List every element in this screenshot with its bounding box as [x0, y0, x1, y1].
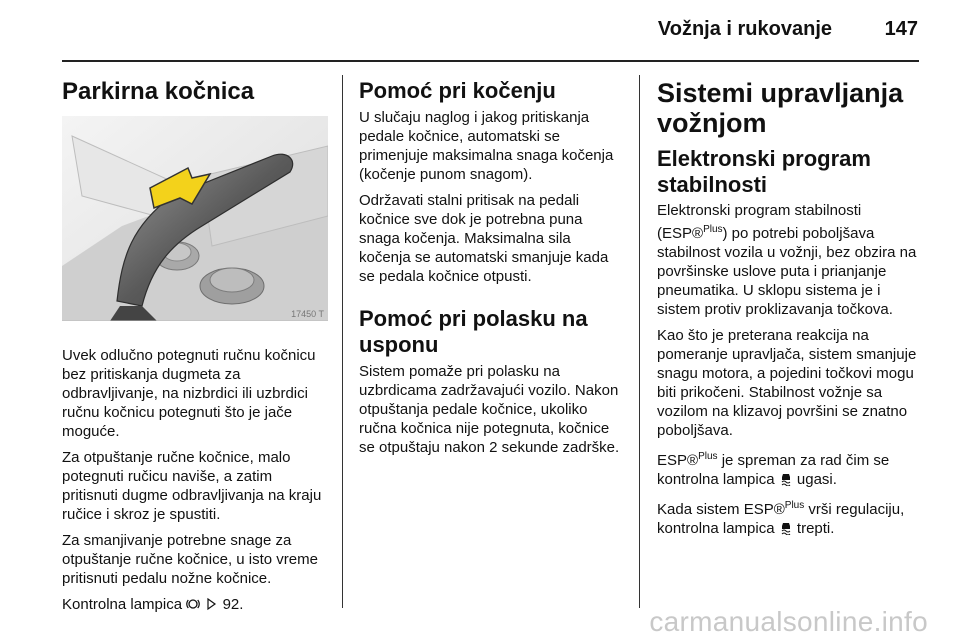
esp-warning-icon — [779, 472, 793, 486]
section-title: Vožnja i rukovanje — [657, 18, 832, 40]
text-segment: trepti. — [792, 520, 835, 537]
plus-superscript: Plus — [703, 224, 723, 235]
page-number: 147 — [884, 18, 918, 40]
figure-code: 17450 T — [291, 309, 324, 319]
parking-brake-illustration — [62, 116, 328, 321]
text-segment: ) po potrebi poboljšava stabilnost vozila u vožnji, bez obzira na površinske uslove puta i prianjanje pneumatika. U sklopu sistema je i sistem protiv proklizavanja točkova. — [657, 225, 917, 318]
paragraph: Održavati stalni pritisak na pedali kočnice sve dok je potrebna puna snaga kočenja. Maksimalna sila kočenja se automatski smanjuje kada se pedala kočnice otpusti. — [359, 192, 609, 285]
header-rule — [62, 60, 919, 62]
paragraph: Za otpuštanje ručne kočnice, malo potegnuti ručicu naviše, a zatim pritisnuti dugme odbravljivanja na kraju ručice i skroz je spustiti. — [62, 449, 322, 523]
column-parking-brake — [62, 78, 328, 621]
paragraph-esp-regulating — [657, 496, 923, 538]
text-segment: je spreman za rad čim se kontrolna lampica — [657, 452, 890, 488]
text-segment: vrši regulaciju, kontrolna lampica — [657, 501, 905, 537]
lamp-text: Kontrolna lampica — [62, 596, 183, 613]
brake-warning-icon — [186, 597, 200, 611]
text-segment: ugasi. — [792, 471, 837, 488]
plus-superscript: Plus — [698, 451, 718, 462]
paragraph: U slučaju naglog i jakog pritiskanja pedale kočnice, automatski se primenjuje maksimalna snaga kočenja (kočenje punom snagom). — [359, 109, 614, 183]
text-segment: Kada sistem ESP® — [657, 501, 785, 518]
page-reference[interactable]: 92. — [222, 596, 244, 613]
paragraph-lamp — [62, 595, 328, 614]
plus-superscript: Plus — [784, 500, 805, 511]
paragraph: Uvek odlučno potegnuti ručnu kočnicu bez pritiskanja dugmeta za odbravljivanje, na nizbrdici ili uzbrdici ručnu kočnicu potegnuti što je jače moguće. — [62, 347, 316, 440]
paragraph-esp-intro — [657, 201, 923, 319]
heading-esp: Elektronski program stabilnosti — [657, 146, 871, 197]
heading-brake-assist: Pomoć pri kočenju — [359, 78, 556, 103]
column-divider-1 — [342, 75, 343, 608]
esp-warning-icon — [779, 521, 793, 535]
column-divider-2 — [639, 75, 640, 608]
text-segment: ESP® — [657, 452, 699, 469]
paragraph: Za smanjivanje potrebne snage za otpuštanje ručne kočnice, u isto vreme pritisnuti pedalu nožne kočnice. — [62, 532, 318, 587]
heading-drive-control-systems: Sistemi upravljanja vožnjom — [657, 78, 904, 138]
page-reference-icon — [204, 597, 218, 611]
page-header — [0, 0, 960, 62]
watermark: carmanualsonline.info — [649, 606, 928, 637]
paragraph: Kao što je preterana reakcija na pomeranje upravljača, sistem smanjuje snagu motora, a pojedini točkovi mogu biti prikočeni. Stabilnost vožnje sa vozilom na klizavoj površini se znatno poboljšava. — [657, 327, 917, 439]
heading-hill-start-assist: Pomoć pri polasku na usponu — [359, 306, 588, 357]
column-brake-assist — [359, 78, 623, 464]
paragraph: Sistem pomaže pri polasku na uzbrdicama zadržavajući vozilo. Nakon otpuštanja pedale kočnice, ukoliko ručna kočnica nije potegnuta, kočnice se otpuštaju nakon 2 sekunde zadrške. — [359, 363, 620, 456]
handbrake-drawing — [62, 116, 328, 321]
paragraph-esp-ready — [657, 447, 923, 489]
text-segment: Elektronski program stabilnosti (ESP® — [657, 202, 862, 242]
column-drive-control — [657, 78, 923, 545]
heading-parking-brake: Parkirna kočnica — [62, 78, 255, 105]
